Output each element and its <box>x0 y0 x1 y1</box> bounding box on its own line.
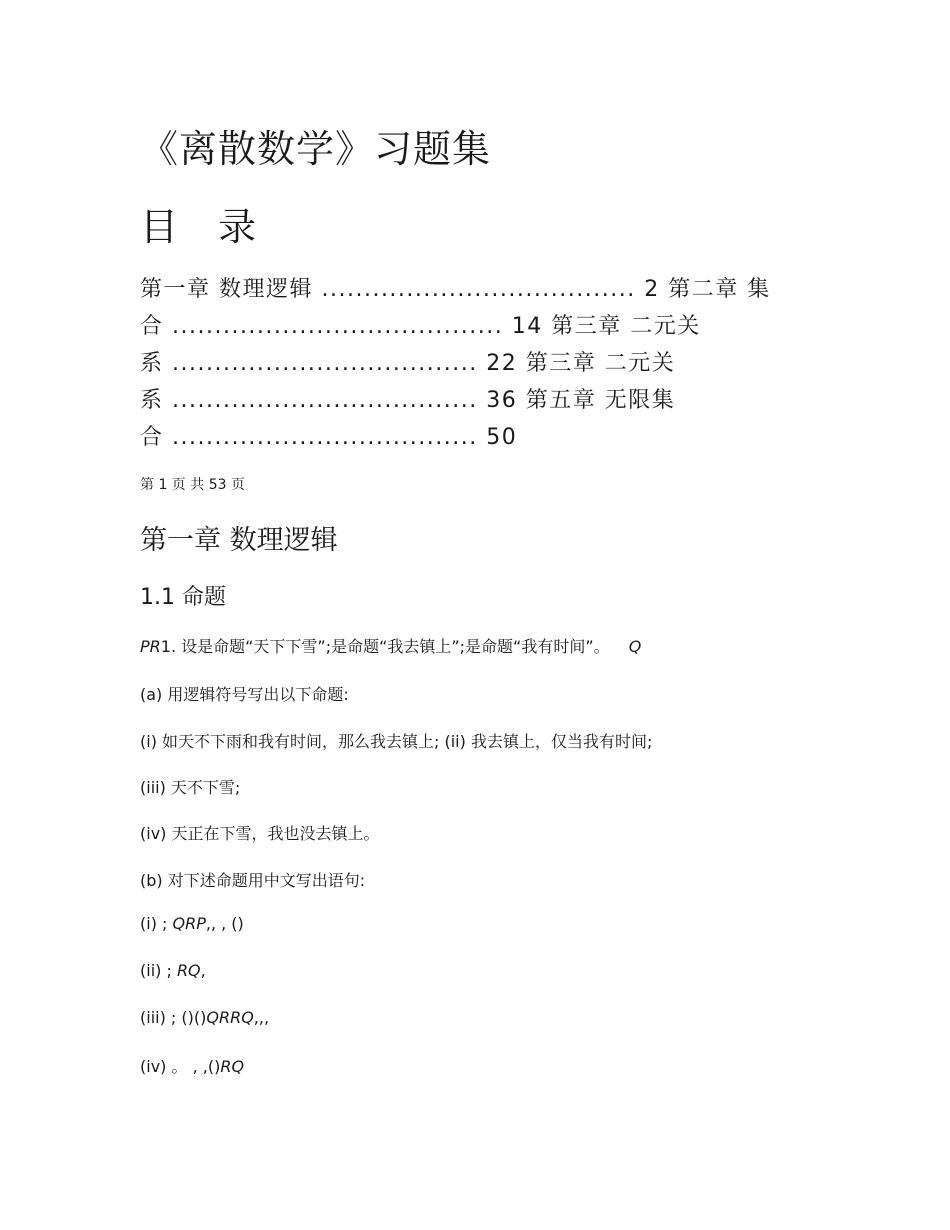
item-b-ii-suffix: , <box>200 961 206 980</box>
section-title: 1.1 命题 <box>140 585 226 610</box>
item-b-ii <box>140 961 206 980</box>
item-b-iii-prefix: (iii) ; ()() <box>140 1008 207 1027</box>
item-b-i <box>140 914 244 933</box>
chapter-title: 第一章 数理逻辑 <box>140 525 338 556</box>
item-b: (b) 对下述命题用中文写出语句: <box>140 871 366 890</box>
problem-statement <box>140 634 641 657</box>
item-b-iv-formula: RQ <box>220 1057 245 1076</box>
item-b-iv-prefix: (iv) 。 , ,() <box>140 1057 221 1076</box>
toc-line: 系 .................................... 36 第五章 无限集 <box>140 388 676 413</box>
item-a-iv: (iv) 天正在下雪，我也没去镇上。 <box>140 824 380 843</box>
item-b-iv <box>140 1054 244 1077</box>
document-title: 《离散数学》习题集 <box>140 127 492 171</box>
var-q: Q <box>628 637 642 656</box>
toc-line: 合 .................................... 50 <box>140 425 518 450</box>
item-a-i: (i) 如天不下雨和我有时间，那么我去镇上; (ii) 我去镇上，仅当我有时间; <box>140 732 653 751</box>
problem-text: 1. 设是命题“天下下雪”;是命题“我去镇上”;是命题“我有时间”。 <box>160 637 610 656</box>
page-footer: 第 1 页 共 53 页 <box>140 477 245 493</box>
item-a: (a) 用逻辑符号写出以下命题: <box>140 685 349 704</box>
item-a-iii: (iii) 天不下雪; <box>140 778 241 797</box>
var-pr: PR <box>140 637 161 656</box>
item-b-ii-prefix: (ii) ; <box>140 961 177 980</box>
item-b-iii <box>140 1008 269 1027</box>
item-b-ii-formula: RQ <box>176 961 201 980</box>
toc-line: 系 .................................... 22 第三章 二元关 <box>140 351 676 376</box>
item-b-i-formula: QRP <box>172 914 206 933</box>
item-b-iii-suffix: ,,, <box>253 1008 270 1027</box>
toc-heading: 目 录 <box>140 205 271 249</box>
toc-line: 合 ....................................... 14 第三章 二元关 <box>140 314 701 339</box>
item-b-i-prefix: (i) ; <box>140 914 173 933</box>
item-b-iii-formula: QRRQ <box>206 1008 254 1027</box>
toc-line: 第一章 数理逻辑 ..................................... 2 第二章 集 <box>140 277 771 302</box>
item-b-i-suffix: ,, , () <box>205 914 244 933</box>
